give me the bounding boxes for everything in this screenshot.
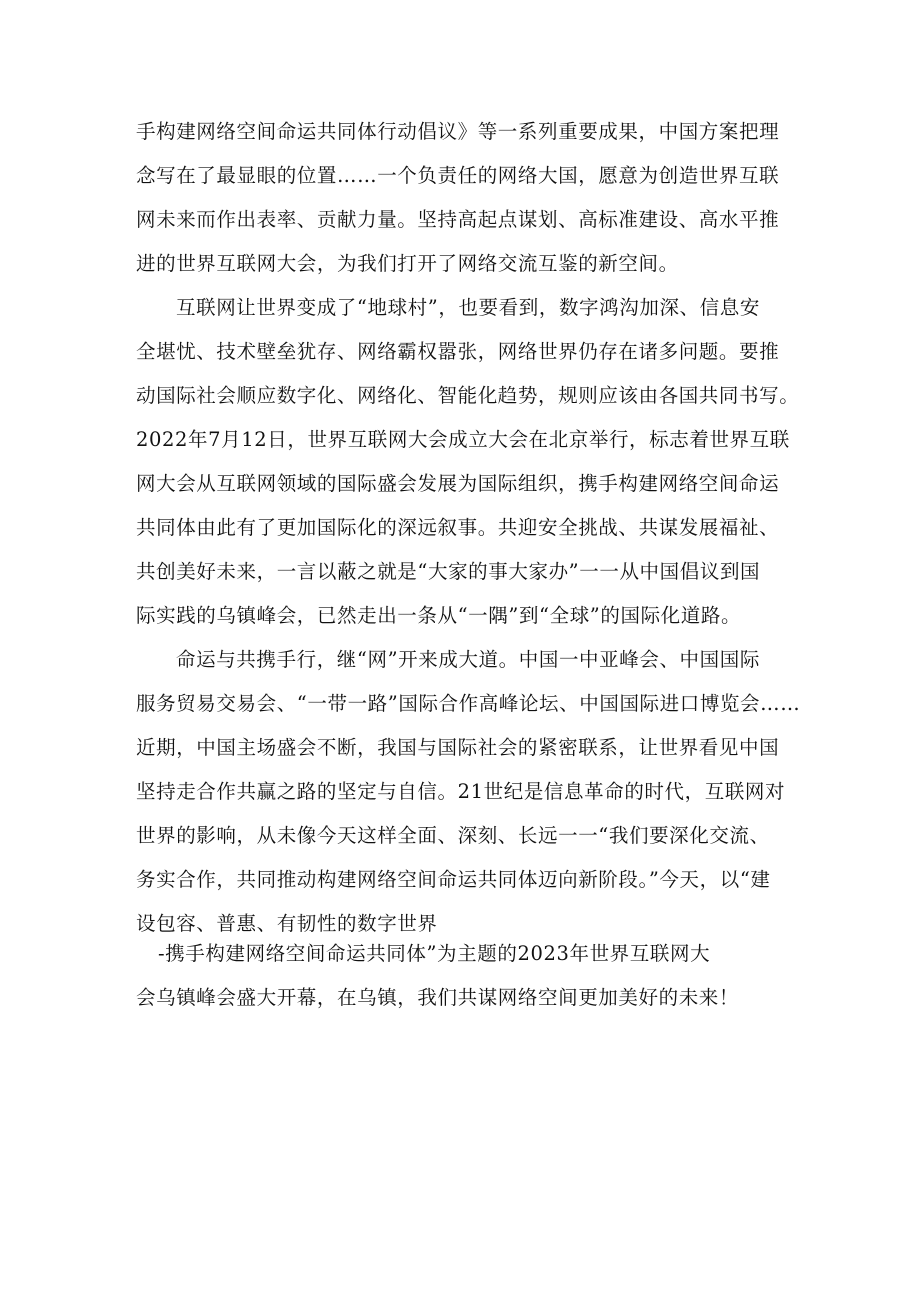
text-line: 手构建网络空间命运共同体行动倡议》等一系列重要成果，中国方案把理 xyxy=(136,120,780,143)
text-line: 务实合作，共同推动构建网络空间命运共同体迈向新阶段。”今天，以“建 xyxy=(136,868,771,891)
text-line: 共同体由此有了更加国际化的深远叙事。共迎安全挑战、共谋发展福祉、 xyxy=(136,516,780,539)
text-line: 际实践的乌镇峰会，已然走出一条从“一隅”到“全球”的国际化道路。 xyxy=(136,604,742,627)
text-line: 世界的影响，从未像今天这样全面、深刻、长远一一“我们要深化交流、 xyxy=(136,824,770,847)
text-line: 共创美好未来，一言以蔽之就是“大家的事大家办”一一从中国倡议到国 xyxy=(136,560,761,583)
text-line: 念写在了最显眼的位置……一个负责任的网络大国，愿意为创造世界互联 xyxy=(136,164,780,187)
text-line: 设包容、普惠、有韧性的数字世界 xyxy=(136,912,438,935)
text-line: 近期，中国主场盛会不断，我国与国际社会的紧密联系，让世界看见中国 xyxy=(136,736,780,759)
text-line: 网未来而作出表率、贡献力量。坚持高起点谋划、高标准建设、高水平推 xyxy=(136,208,780,231)
text-line: 服务贸易交易会、“一带一路”国际合作高峰论坛、中国国际进口博览会…… xyxy=(136,692,801,715)
text-line: 动国际社会顺应数字化、网络化、智能化趋势，规则应该由各国共同书写。 xyxy=(136,384,800,407)
text-line: 会乌镇峰会盛大开幕，在乌镇，我们共谋网络空间更加美好的未来！ xyxy=(136,986,740,1009)
text-line: 坚持走合作共赢之路的坚定与自信。21世纪是信息革命的时代，互联网对 xyxy=(136,780,786,803)
paragraph-first-line: 命运与共携手行，继“网”开来成大道。中国一中亚峰会、中国国际 xyxy=(176,648,760,671)
paragraph-first-line: 互联网让世界变成了“地球村”，也要看到，数字鸿沟加深、信息安 xyxy=(176,296,760,319)
text-line: 网大会从互联网领域的国际盛会发展为国际组织，携手构建网络空间命运 xyxy=(136,472,780,495)
text-line: 全堪忧、技术壁垒犹存、网络霸权嚣张，网络世界仍存在诸多问题。要推 xyxy=(136,340,780,363)
text-line: 进的世界互联网大会，为我们打开了网络交流互鉴的新空间。 xyxy=(136,252,679,275)
text-line: -携手构建网络空间命运共同体”为主题的2023年世界互联网大 xyxy=(158,942,711,965)
text-line: 2022年7月12日，世界互联网大会成立大会在北京举行，标志着世界互联 xyxy=(136,428,790,451)
